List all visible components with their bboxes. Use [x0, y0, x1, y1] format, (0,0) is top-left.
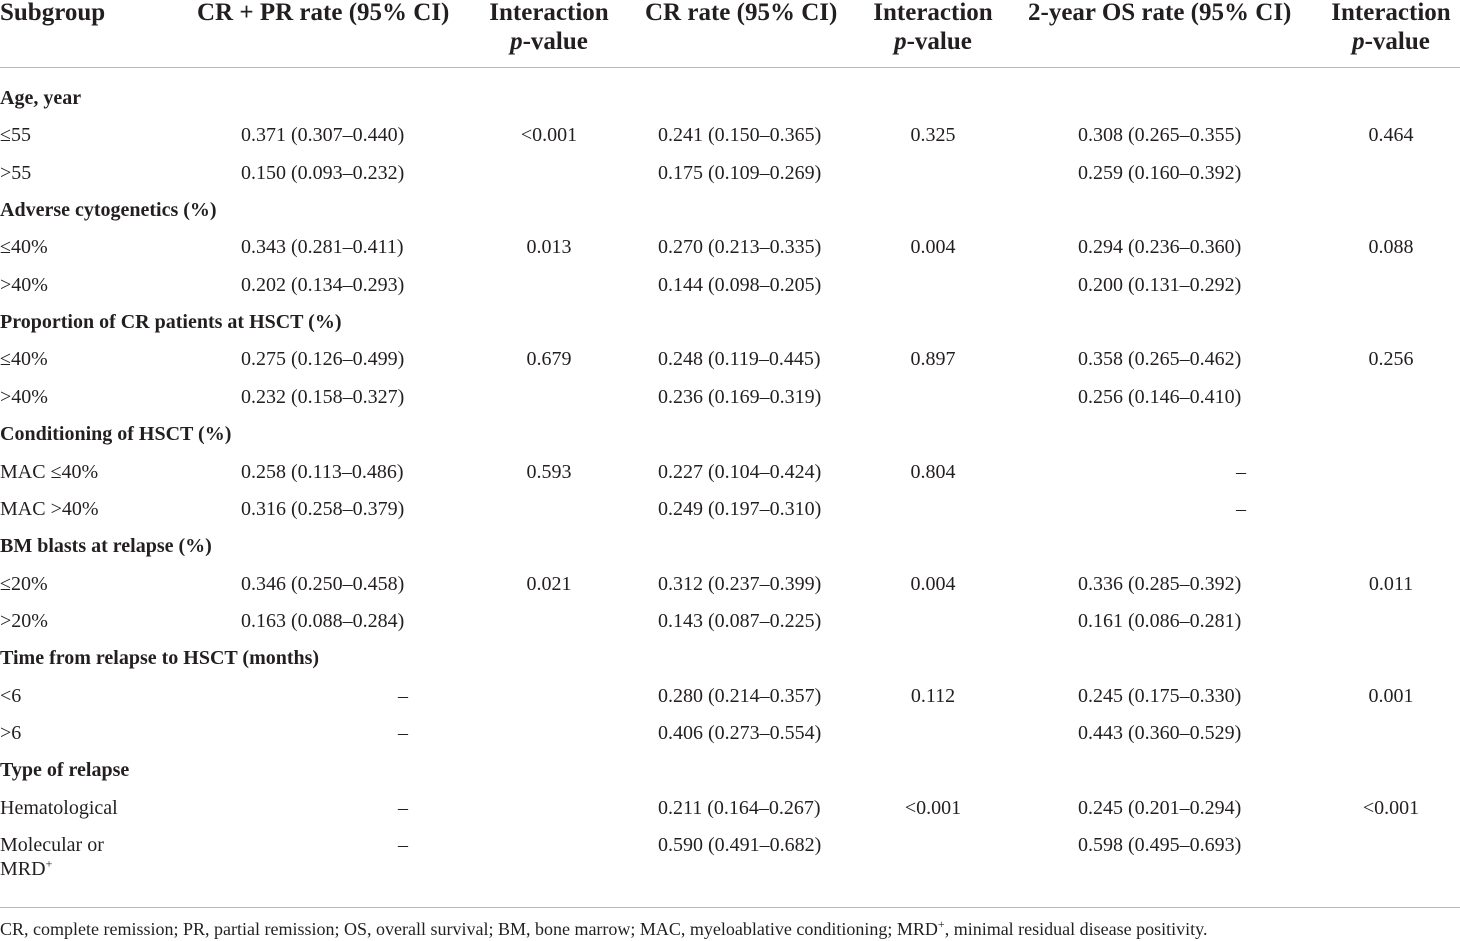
cr-pr-rate-cell: 0.258 (0.113–0.486) — [241, 461, 404, 483]
cr-pr-rate-cell: 0.232 (0.158–0.327) — [241, 386, 405, 408]
group-heading: Age, year — [0, 87, 82, 109]
footnote: CR, complete remission; PR, partial remission; OS, overall survival; BM, bone marrow; MAC, myeloablative conditioning; MRD+, minimal residual disease positivity. — [0, 917, 1208, 939]
interaction-p-cell: 0.088 — [1368, 236, 1414, 258]
os-rate-cell: 0.245 (0.175–0.330) — [1078, 685, 1242, 707]
interaction-p-cell: 0.001 — [1368, 685, 1414, 707]
cr-pr-rate-cell: 0.343 (0.281–0.411) — [241, 236, 404, 258]
header-interaction-1: Interaction p-value — [489, 0, 609, 55]
interaction-p-cell: <0.001 — [904, 797, 962, 819]
cr-rate-cell: 0.236 (0.169–0.319) — [658, 386, 822, 408]
row-label: >40% — [0, 274, 48, 296]
row-label: MAC >40% — [0, 498, 99, 520]
os-rate-cell: 0.256 (0.146–0.410) — [1078, 386, 1242, 408]
group-heading: Time from relapse to HSCT (months) — [0, 647, 320, 669]
cr-rate-cell: 0.590 (0.491–0.682) — [658, 834, 822, 856]
os-rate-cell: 0.308 (0.265–0.355) — [1078, 124, 1242, 146]
row-label: >55 — [0, 162, 32, 184]
row-label: Hematological — [0, 797, 118, 819]
header-interaction-2: Interaction p-value — [873, 0, 993, 55]
cr-rate-cell: 0.241 (0.150–0.365) — [658, 124, 822, 146]
header-subgroup: Subgroup — [0, 0, 106, 26]
cr-pr-rate-cell: – — [398, 722, 408, 744]
cr-pr-rate-cell: 0.316 (0.258–0.379) — [241, 498, 405, 520]
cr-pr-rate-cell: – — [398, 834, 408, 856]
row-label: <6 — [0, 685, 22, 707]
cr-pr-rate-cell: 0.202 (0.134–0.293) — [241, 274, 405, 296]
interaction-p-cell: 0.325 — [910, 124, 956, 146]
interaction-p-cell: 0.011 — [1368, 573, 1414, 595]
interaction-p-cell: 0.593 — [526, 461, 572, 483]
cr-pr-rate-cell: 0.371 (0.307–0.440) — [241, 124, 405, 146]
header-os-rate: 2-year OS rate (95% CI) — [1028, 0, 1292, 26]
cr-rate-cell: 0.280 (0.214–0.357) — [658, 685, 822, 707]
interaction-p-cell: 0.897 — [910, 348, 956, 370]
header-cr-rate: CR rate (95% CI) — [645, 0, 838, 26]
interaction-p-cell: 0.256 — [1368, 348, 1414, 370]
group-heading: Type of relapse — [0, 759, 130, 781]
cr-rate-cell: 0.211 (0.164–0.267) — [658, 797, 821, 819]
cr-rate-cell: 0.249 (0.197–0.310) — [658, 498, 822, 520]
interaction-p-cell: 0.004 — [910, 573, 956, 595]
os-rate-cell: 0.443 (0.360–0.529) — [1078, 722, 1242, 744]
interaction-p-cell: <0.001 — [1362, 797, 1420, 819]
os-rate-cell: 0.358 (0.265–0.462) — [1078, 348, 1242, 370]
cr-rate-cell: 0.143 (0.087–0.225) — [658, 610, 822, 632]
row-label: ≤40% — [0, 236, 48, 258]
os-rate-cell: 0.598 (0.495–0.693) — [1078, 834, 1242, 856]
cr-rate-cell: 0.406 (0.273–0.554) — [658, 722, 822, 744]
os-rate-cell: 0.294 (0.236–0.360) — [1078, 236, 1242, 258]
cr-pr-rate-cell: 0.275 (0.126–0.499) — [241, 348, 405, 370]
interaction-p-cell: 0.013 — [526, 236, 572, 258]
cr-rate-cell: 0.175 (0.109–0.269) — [658, 162, 822, 184]
cr-pr-rate-cell: 0.346 (0.250–0.458) — [241, 573, 405, 595]
group-heading: BM blasts at relapse (%) — [0, 535, 212, 557]
header-rule — [0, 67, 1460, 68]
interaction-p-cell: 0.021 — [526, 573, 572, 595]
cr-pr-rate-cell: – — [398, 797, 408, 819]
cr-rate-cell: 0.312 (0.237–0.399) — [658, 573, 822, 595]
group-heading: Adverse cytogenetics (%) — [0, 199, 217, 221]
row-label: ≤55 — [0, 124, 31, 146]
os-rate-cell: – — [1236, 498, 1246, 520]
cr-pr-rate-cell: – — [398, 685, 408, 707]
row-label: Molecular or MRD+ — [0, 834, 104, 880]
os-rate-cell: 0.245 (0.201–0.294) — [1078, 797, 1242, 819]
header-interaction-3: Interaction p-value — [1331, 0, 1451, 55]
cr-rate-cell: 0.270 (0.213–0.335) — [658, 236, 822, 258]
os-rate-cell: – — [1236, 461, 1246, 483]
row-label: ≤20% — [0, 573, 48, 595]
group-heading: Proportion of CR patients at HSCT (%) — [0, 311, 342, 333]
cr-rate-cell: 0.144 (0.098–0.205) — [658, 274, 822, 296]
cr-rate-cell: 0.227 (0.104–0.424) — [658, 461, 822, 483]
interaction-p-cell: 0.804 — [910, 461, 956, 483]
interaction-p-cell: 0.679 — [526, 348, 572, 370]
row-label: >40% — [0, 386, 48, 408]
os-rate-cell: 0.259 (0.160–0.392) — [1078, 162, 1242, 184]
header-cr-pr-rate: CR + PR rate (95% CI) — [197, 0, 450, 26]
cr-pr-rate-cell: 0.150 (0.093–0.232) — [241, 162, 405, 184]
row-label: >6 — [0, 722, 22, 744]
interaction-p-cell: 0.112 — [910, 685, 956, 707]
interaction-p-cell: 0.464 — [1368, 124, 1414, 146]
cr-rate-cell: 0.248 (0.119–0.445) — [658, 348, 821, 370]
footer-rule — [0, 907, 1460, 908]
cr-pr-rate-cell: 0.163 (0.088–0.284) — [241, 610, 405, 632]
os-rate-cell: 0.336 (0.285–0.392) — [1078, 573, 1242, 595]
row-label: >20% — [0, 610, 48, 632]
row-label: MAC ≤40% — [0, 461, 99, 483]
os-rate-cell: 0.200 (0.131–0.292) — [1078, 274, 1242, 296]
os-rate-cell: 0.161 (0.086–0.281) — [1078, 610, 1242, 632]
interaction-p-cell: 0.004 — [910, 236, 956, 258]
group-heading: Conditioning of HSCT (%) — [0, 423, 232, 445]
row-label: ≤40% — [0, 348, 48, 370]
interaction-p-cell: <0.001 — [520, 124, 578, 146]
